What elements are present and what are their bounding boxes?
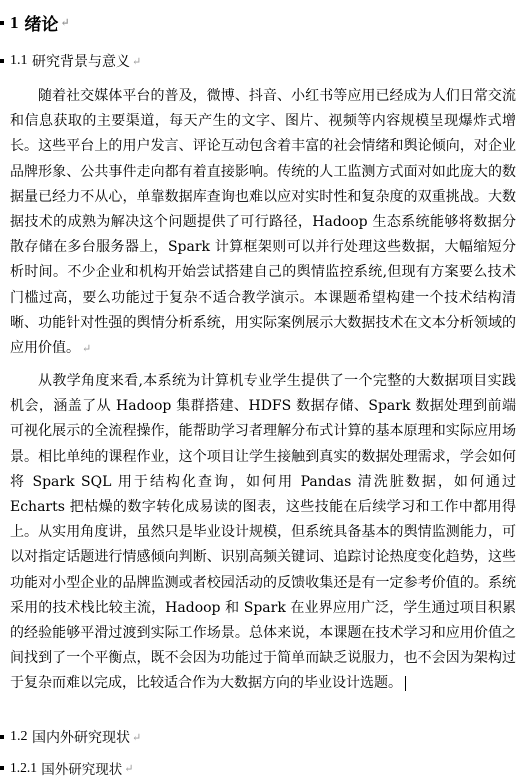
paragraph-mark-icon: ↵ (131, 730, 142, 744)
heading-1-title: 绪论 (24, 15, 59, 35)
heading-bullet (0, 21, 4, 25)
paragraph-mark-icon: ↵ (82, 342, 92, 356)
heading-1-2-1 (0, 758, 134, 778)
heading-bullet (0, 735, 4, 739)
heading-1-1-number: 1.1 (10, 53, 28, 68)
heading-1-2-1-number: 1.2.1 (10, 760, 37, 775)
heading-bullet (0, 59, 4, 63)
paragraph-significance (10, 369, 516, 697)
paragraph-mark-icon: ↵ (131, 54, 142, 68)
heading-1-2-title: 国内外研究现状 (31, 730, 130, 746)
heading-bullet (0, 766, 4, 770)
heading-1-1 (0, 51, 141, 71)
paragraph-background-text: 随着社交媒体平台的普及，微博、抖音、小红书等应用已经成为人们日常交流和信息获取的主要渠道，每天产生的文字、图片、视频等内容规模呈现爆炸式增长。这些平台上的用户发言、评论互动包含着丰富的社会情绪和舆论倾向，对企业品牌形象、公共事件走向都有着直接影响。传统的人工监测方式面对如此庞大的数据量已经力不从心，单靠数据库查询也难以应对实时性和复杂度的双重挑战。大数据技术的成熟为解决这个问题提供了可行路径，Hadoop 生态系统能够将数据分散存储在多台服务器上，Spark 计算框架则可以并行处理这些数据，大幅缩短分析时间。不少企业和机构开始尝试搭建自己的舆情监控系统,但现有方案要么技术门槛过高，要么功能过于复杂不适合教学演示。本课题希望构建一个技术结构清晰、功能针对性强的舆情分析系统，用实际案例展示大数据技术在文本分析领域的应用价值。 (10, 88, 516, 357)
paragraph-mark-icon: ↵ (60, 16, 70, 29)
paragraph-significance-text: 从教学角度来看,本系统为计算机专业学生提供了一个完整的大数据项目实践机会，涵盖了从 Hadoop 集群搭建、HDFS 数据存储、Spark 数据处理到前端可视化展示的全流程操作，能帮助学习者理解分布式计算的基本原理和实际应用场景。相比单纯的课程作业，这个项目让学生接触到真实的数据处理需求，学会如何将 Spark SQL 用于结构化查询，如何用 Pandas 清洗脏数据，如何通过 Echarts 把枯燥的数字转化成易读的图表，这些技能在后续学习和工作中都用得上。从实用角度讲，虽然只是毕业设计规模，但系统具备基本的舆情监测能力，可以对指定话题进行情感倾向判断、识别高频关键词、追踪讨论热度变化趋势，这些功能对小型企业的品牌监测或者校园活动的反馈收集还是有一定参考价值的。系统采用的技术栈比较主流，Hadoop 和 Spark 在业界应用广泛，学生通过项目积累的经验能够平滑过渡到实际工作场景。总体来说，本课题在技术学习和应用价值之间找到了一个平衡点，既不会因为功能过于简单而缺乏说服力，也不会因为架构过于复杂而难以完成，比较适合作为大数据方向的毕业设计选题。 (10, 373, 516, 692)
heading-1-1-title: 研究背景与意义 (31, 54, 130, 70)
heading-1-number: 1 (10, 12, 19, 32)
heading-1 (0, 10, 70, 35)
paragraph-background (10, 84, 516, 361)
paragraph-mark-icon: ↵ (124, 761, 134, 775)
heading-1-2-1-title: 国外研究现状 (41, 762, 123, 778)
heading-1-2 (0, 727, 141, 747)
heading-1-2-number: 1.2 (10, 729, 28, 744)
text-cursor (405, 676, 406, 691)
